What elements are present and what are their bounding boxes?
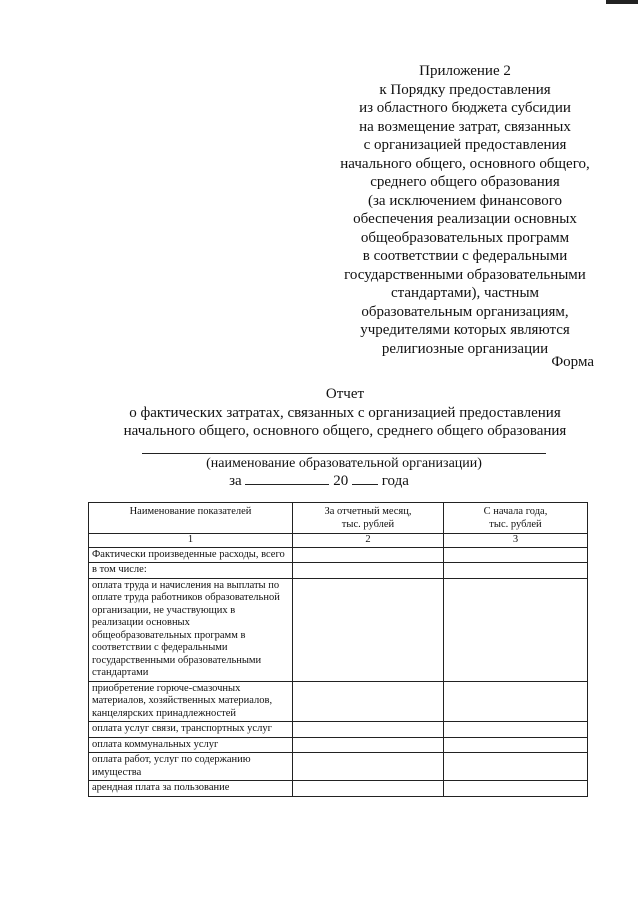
table-header-row — [89, 503, 588, 534]
period-year-prefix: 20 — [333, 473, 349, 489]
table-row — [89, 547, 588, 563]
appendix-line: на возмещение затрат, связанных — [359, 118, 571, 135]
month-value-cell[interactable] — [293, 737, 444, 753]
table-row — [89, 722, 588, 738]
ytd-value-cell[interactable] — [444, 722, 588, 738]
appendix-line: государственными образовательными — [344, 266, 586, 283]
appendix-line: среднего общего образования — [370, 174, 560, 190]
table-row — [89, 578, 588, 681]
col-number: 3 — [444, 534, 588, 548]
form-label: Форма — [551, 354, 594, 370]
scan-edge-mark — [606, 0, 638, 4]
month-value-cell[interactable] — [293, 563, 444, 579]
month-value-cell[interactable] — [293, 781, 444, 797]
col-header-indicator: Наименование показателей — [89, 503, 293, 534]
row-label: Фактически произведенные расходы, всего — [89, 547, 293, 563]
appendix-line: стандартами), частным — [390, 285, 540, 301]
ytd-value-cell[interactable] — [444, 547, 588, 563]
row-label: оплата работ, услуг по содержанию имущества — [89, 753, 293, 781]
appendix-line: с организацией предоставления — [363, 137, 567, 153]
table-row — [89, 753, 588, 781]
appendix-line: обеспечения реализации основных — [353, 211, 577, 227]
ytd-value-cell[interactable] — [444, 737, 588, 753]
column-number-row — [89, 534, 588, 548]
appendix-header — [300, 62, 630, 358]
ytd-value-cell[interactable] — [444, 781, 588, 797]
month-value-cell[interactable] — [293, 578, 444, 681]
table-row — [89, 737, 588, 753]
appendix-line: (за исключением финансового — [368, 192, 562, 209]
ytd-value-cell[interactable] — [444, 578, 588, 681]
month-value-cell[interactable] — [293, 753, 444, 781]
appendix-line: начального общего, основного общего, — [340, 155, 590, 172]
appendix-line: образовательным организациям, — [361, 303, 569, 320]
month-value-cell[interactable] — [293, 681, 444, 722]
period-month-field[interactable] — [245, 472, 329, 485]
period-year-field[interactable] — [352, 472, 378, 485]
col-header-ytd: С начала года, тыс. рублей — [444, 503, 588, 534]
row-label: в том числе: — [89, 563, 293, 579]
period-suffix: года — [381, 473, 409, 489]
organization-name-field[interactable] — [142, 453, 546, 454]
month-value-cell[interactable] — [293, 722, 444, 738]
period-prefix: за — [229, 473, 242, 489]
report-title: Отчет — [325, 386, 365, 402]
ytd-value-cell[interactable] — [444, 753, 588, 781]
appendix-line: в соответствии с федеральными — [362, 248, 568, 264]
report-subtitle-line1: о фактических затратах, связанных с организацией предоставления — [129, 405, 561, 421]
row-label: приобретение горюче-смазочных материалов, хозяйственных материалов, канцелярских принадлежностей — [89, 681, 293, 722]
ytd-value-cell[interactable] — [444, 681, 588, 722]
row-label: оплата труда и начисления на выплаты по оплате труда работников образовательной организации, не участвующих в реализации основных общеобразовательных программ в соответствии с федеральными государственными образовательными стандартами — [89, 578, 293, 681]
report-period — [0, 472, 638, 490]
appendix-line: религиозные организации — [381, 340, 549, 357]
table-row — [89, 563, 588, 579]
report-subtitle-line2: начального общего, основного общего, среднего общего образования — [123, 423, 567, 439]
month-value-cell[interactable] — [293, 547, 444, 563]
expenses-table — [88, 502, 588, 797]
row-label: арендная плата за пользование — [89, 781, 293, 797]
appendix-line: Приложение 2 — [419, 63, 511, 79]
col-number: 1 — [89, 534, 293, 548]
col-header-month: За отчетный месяц, тыс. рублей — [293, 503, 444, 534]
row-label: оплата коммунальных услуг — [89, 737, 293, 753]
table-row — [89, 781, 588, 797]
row-label: оплата услуг связи, транспортных услуг — [89, 722, 293, 738]
organization-name-caption: (наименование образовательной организации) — [206, 456, 482, 471]
appendix-line: из областного бюджета субсидии — [359, 100, 571, 116]
appendix-line: к Порядку предоставления — [379, 81, 551, 98]
table-row — [89, 681, 588, 722]
col-number: 2 — [293, 534, 444, 548]
ytd-value-cell[interactable] — [444, 563, 588, 579]
appendix-line: учредителями которых являются — [360, 322, 570, 338]
appendix-line: общеобразовательных программ — [360, 229, 570, 246]
